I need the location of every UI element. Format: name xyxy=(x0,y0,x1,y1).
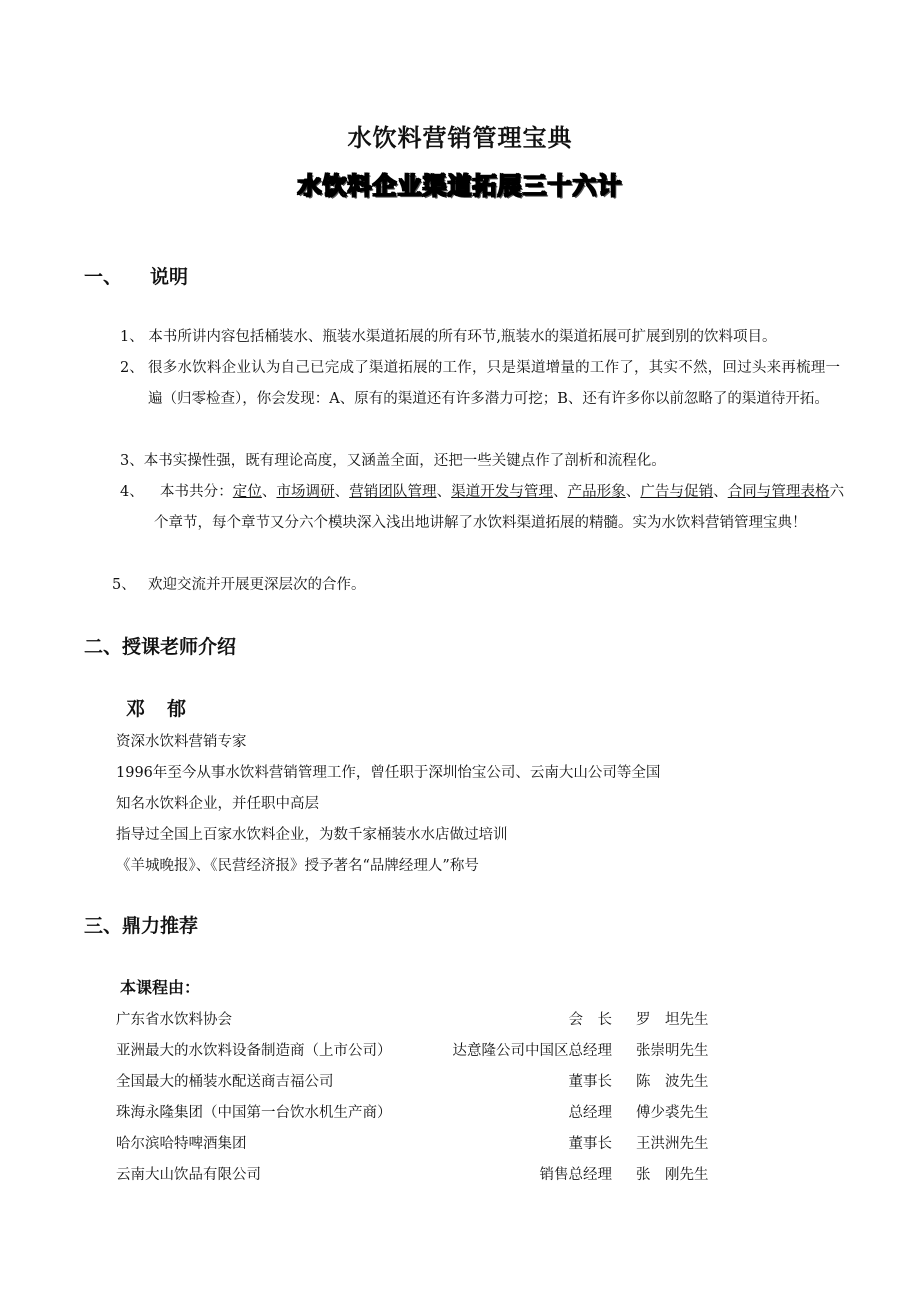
chapter-channel-development: 渠道开发与管理 xyxy=(451,484,554,500)
list-number: 3、 xyxy=(120,453,144,469)
recommender-name: 王洪洲先生 xyxy=(636,1136,709,1152)
separator: 、 xyxy=(625,484,641,500)
list-item-1 xyxy=(120,322,850,353)
separator: 、 xyxy=(261,484,277,500)
recommender-name: 陈 波先生 xyxy=(636,1074,709,1090)
recommender-organization: 珠海永隆集团（中国第一台饮水机生产商） xyxy=(116,1105,392,1121)
list-number: 4、 xyxy=(120,484,144,500)
list-tail: 六个章节，每个章节又分六个模块深入浅出地讲解了水饮料渠道拓展的精髓。实为水饮料营销管理宝典！ xyxy=(154,484,845,531)
recommender-title: 会 长 xyxy=(568,1012,612,1028)
list-text: 本书所讲内容包括桶装水、瓶装水渠道拓展的所有环节,瓶装水的渠道拓展可扩展到别的饮料项目。 xyxy=(148,329,777,345)
recommender-title: 董事长 xyxy=(568,1074,612,1090)
list-text: 欢迎交流并开展更深层次的合作。 xyxy=(148,577,366,593)
bio-line-1: 资深水饮料营销专家 xyxy=(116,734,247,750)
recommender-title: 达意隆公司中国区总经理 xyxy=(452,1043,612,1059)
recommender-title: 销售总经理 xyxy=(539,1167,612,1183)
list-number: 5、 xyxy=(112,577,136,593)
recommendation-row xyxy=(116,1008,722,1032)
chapter-team-management: 营销团队管理 xyxy=(349,484,437,500)
section-heading-recommendation: 三、鼎力推荐 xyxy=(84,915,199,937)
bio-line-2: 1996年至今从事水饮料营销管理工作，曾任职于深圳怡宝公司、云南大山公司等全国 xyxy=(116,765,661,781)
chapter-contracts-forms: 合同与管理表格 xyxy=(727,484,830,500)
chapter-ads-promotion: 广告与促销 xyxy=(640,484,714,500)
recommender-title: 总经理 xyxy=(568,1105,612,1121)
chapter-market-research: 市场调研 xyxy=(276,484,335,500)
instructor-name: 邓郁 xyxy=(126,698,209,720)
section-heading-instructor: 二、授课老师介绍 xyxy=(84,636,237,658)
list-item-3 xyxy=(120,446,666,477)
recommender-organization: 云南大山饮品有限公司 xyxy=(116,1167,261,1183)
recommender-organization: 全国最大的桶装水配送商吉福公司 xyxy=(116,1074,334,1090)
list-number: 1、 xyxy=(120,329,144,345)
recommender-name: 张 刚先生 xyxy=(636,1167,709,1183)
list-item-5 xyxy=(112,570,366,601)
separator: 、 xyxy=(553,484,568,500)
separator: 、 xyxy=(334,484,350,500)
chapter-positioning: 定位 xyxy=(232,484,262,500)
bio-line-3: 知名水饮料企业，并任职中高层 xyxy=(116,796,319,812)
recommendation-intro: 本课程由： xyxy=(120,978,201,997)
list-item-2 xyxy=(120,353,840,415)
section-number: 一、 xyxy=(84,266,123,288)
separator: 、 xyxy=(436,484,452,500)
list-text: 本书实操性强，既有理论高度，又涵盖全面，还把一些关键点作了剖析和流程化。 xyxy=(143,453,666,469)
bio-line-5: 《羊城晚报》、《民营经济报》授予著名“品牌经理人”称号 xyxy=(116,858,479,874)
list-lead: 本书共分： xyxy=(160,484,233,500)
list-text: 很多水饮料企业认为自己已完成了渠道拓展的工作，只是渠道增量的工作了，其实不然，回过头来再梳理一遍（归零检查），你会发现：A、原有的渠道还有许多潜力可挖；B、还有许多你以前忽略了的渠道待开拓。 xyxy=(148,360,840,407)
bio-line-4: 指导过全国上百家水饮料企业，为数千家桶装水水店做过培训 xyxy=(116,827,508,843)
recommender-title: 董事长 xyxy=(568,1136,612,1152)
chapter-product-image: 产品形象 xyxy=(567,484,626,500)
recommender-name: 傅少裘先生 xyxy=(636,1105,709,1121)
recommendation-row xyxy=(116,1163,722,1187)
section-title: 说明 xyxy=(150,266,189,288)
section-heading-description xyxy=(84,262,188,289)
recommender-organization: 亚洲最大的水饮料设备制造商（上市公司） xyxy=(116,1043,392,1059)
list-text xyxy=(154,477,844,539)
list-number: 2、 xyxy=(120,360,144,376)
recommendation-row xyxy=(116,1101,722,1125)
recommendation-row xyxy=(116,1132,722,1156)
document-title: 水饮料营销管理宝典 xyxy=(347,124,573,152)
recommender-name: 罗 坦先生 xyxy=(636,1012,709,1028)
recommender-organization: 哈尔滨哈特啤酒集团 xyxy=(116,1136,247,1152)
recommendation-row xyxy=(116,1039,722,1063)
recommender-name: 张崇明先生 xyxy=(636,1043,709,1059)
recommendation-row xyxy=(116,1070,722,1094)
list-item-4 xyxy=(120,477,844,539)
separator: 、 xyxy=(713,484,728,500)
recommender-organization: 广东省水饮料协会 xyxy=(116,1012,232,1028)
document-subtitle: 水饮料企业渠道拓展三十六计 xyxy=(297,172,623,200)
